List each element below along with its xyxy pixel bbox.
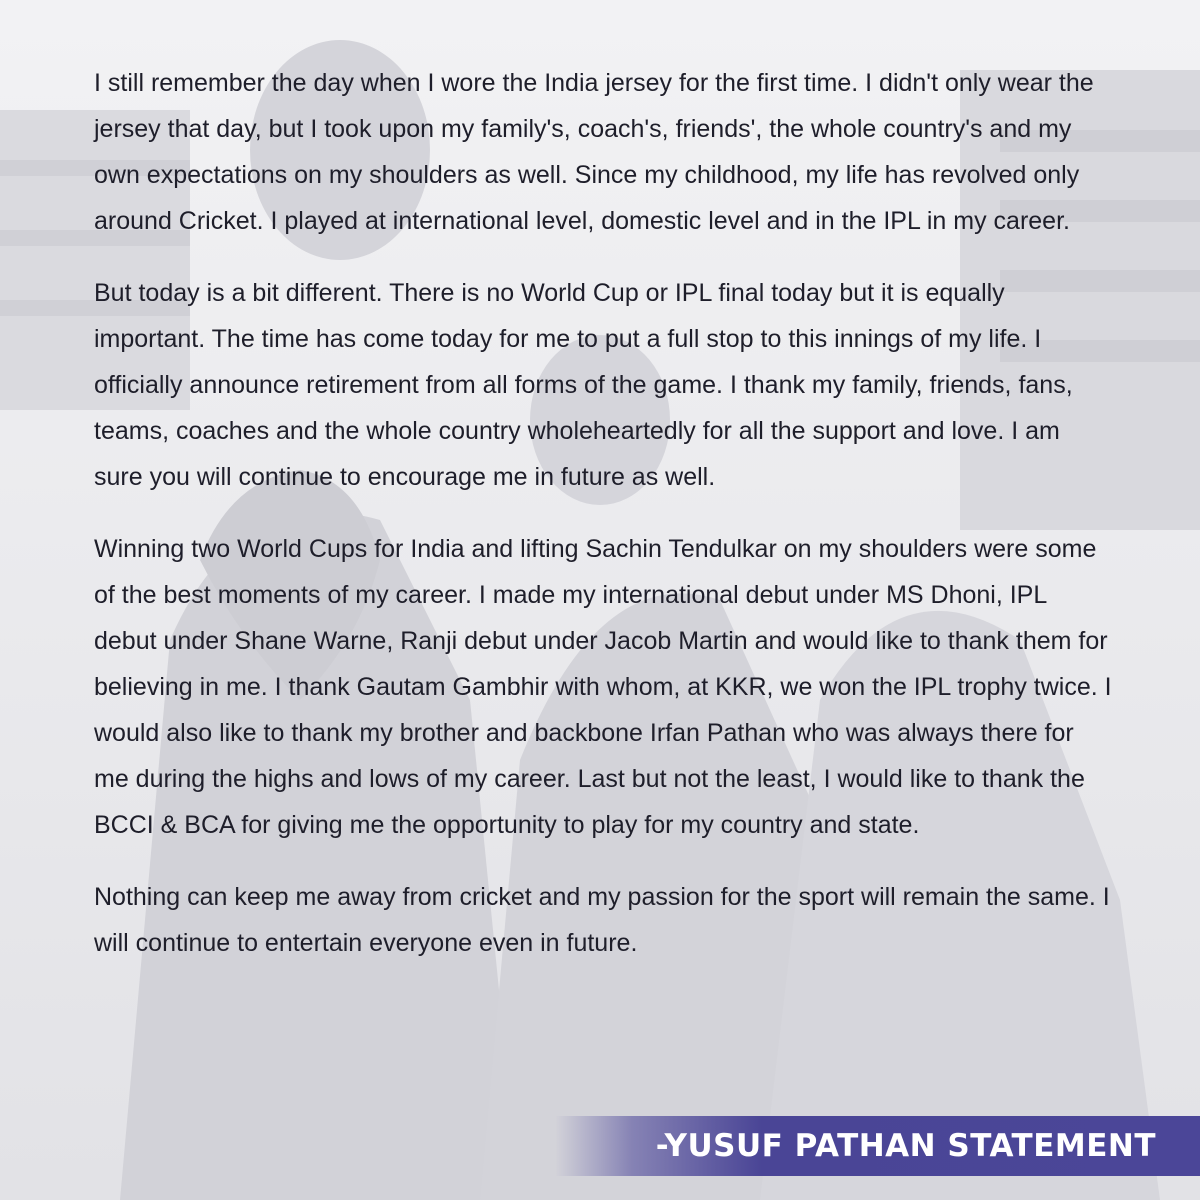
statement-paragraph-2: But today is a bit different. There is no World Cup or IPL final today but it is equally important. The time has come today for me to put a full stop to this innings of my life. I officially announce retirement from all forms of the game. I thank my family, friends, fans, teams, coaches and the whole country wholeheartedly for all the support and love. I am sure you will continue to encourage me in future as well.	[94, 279, 1073, 491]
statement-paragraph-3: Winning two World Cups for India and lifting Sachin Tendulkar on my shoulders were some of the best moments of my career. I made my international debut under MS Dhoni, IPL debut under Shane Warne, Ranji debut under Jacob Martin and would like to thank them for believing in me. I thank Gautam Gambhir with whom, at KKR, we won the IPL trophy twice. I would also like to thank my brother and backbone Irfan Pathan who was always there for me during the highs and lows of my career. Last but not the least, I would like to thank the BCCI & BCA for giving me the opportunity to play for my country and state.	[94, 535, 1112, 839]
statement-paragraph-4: Nothing can keep me away from cricket and my passion for the sport will remain the same. I will continue to entertain everyone even in future.	[94, 883, 1110, 957]
signature-label: -YUSUF PATHAN STATEMENT	[655, 1128, 1156, 1164]
statement-body	[94, 60, 1114, 992]
statement-paragraph-1: I still remember the day when I wore the India jersey for the first time. I didn't only wear the jersey that day, but I took upon my family's, coach's, friends', the whole country's and my own expectations on my shoulders as well. Since my childhood, my life has revolved only around Cricket. I played at international level, domestic level and in the IPL in my career.	[94, 69, 1094, 235]
signature-banner	[555, 1116, 1200, 1176]
